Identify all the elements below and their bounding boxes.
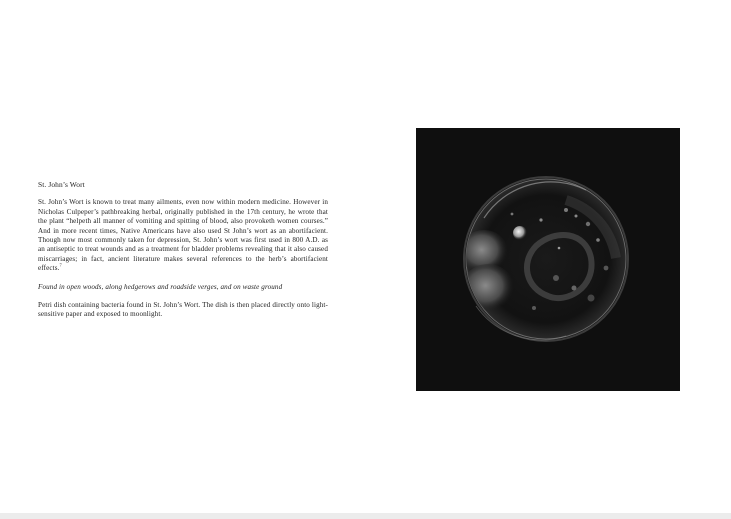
article-title: St. John’s Wort [38,180,85,189]
footnote-marker: 7 [59,262,62,268]
text-column [38,180,328,320]
petri-dish-photograph [416,128,680,391]
article-body-text: St. John’s Wort is known to treat many ailments, even now within modern medicine. However in Nicholas Culpeper’s pathbreaking herbal, originally published in the 17th century, he wrote that the plant “helpeth all manner of vomiting and spitting of blood, also provoketh women courses.” And in more recent times, Native Americans have also used St John’s wort as an abortifacient. Though now most commonly taken for depression, St. John’s wort was first used in 800 A.D. as an antiseptic to treat wounds and as a treatment for bladder problems revealing that it also caused miscarriages; in fact, ancient literature makes several references to the herb’s abortifacient effects. [38,198,328,273]
article-body [38,198,328,273]
page-bottom-edge [0,513,731,519]
habitat-note: Found in open woods, along hedgerows and roadside verges, and on waste ground [38,282,283,291]
photo-caption: Petri dish containing bacteria found in St. John’s Wort. The dish is then placed directly onto light-sensitive paper and exposed to moonlight. [38,301,328,319]
